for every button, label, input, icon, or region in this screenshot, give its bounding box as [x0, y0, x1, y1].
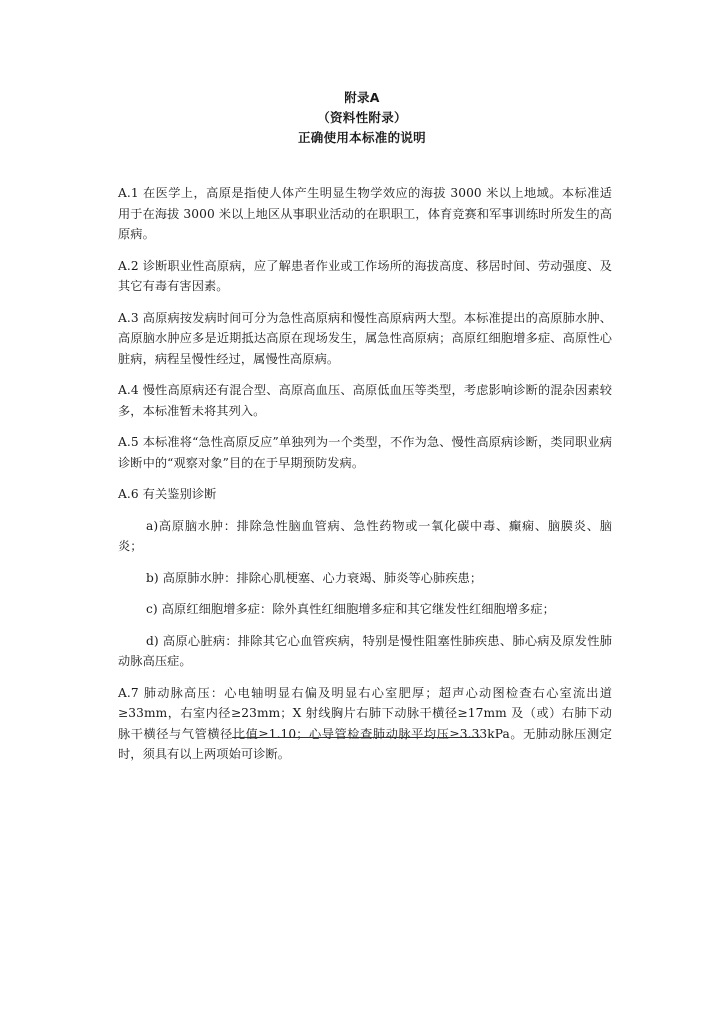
paragraph-a7: A.7 肺动脉高压：心电轴明显右偏及明显右心室肥厚；超声心动图检查右心室流出道≥33mm，右室内径≥23mm；X 射线胸片右肺下动脉干横径≥17mm 及（或）右肺下动脉干横径与气管横径比值≥1.10；心导管检查肺动脉平均压≥3.33kPa。无肺动脉压测定时，须具有以上两项始可诊断。: [118, 685, 612, 761]
paragraph-a1: A.1 在医学上，高原是指使人体产生明显生物学效应的海拔 3000 米以上地域。本标准适用于在海拔 3000 米以上地区从事职业活动的在职职工，体育竞赛和军事训练时所发生的高原病。: [118, 186, 613, 241]
title-block: [0, 88, 724, 148]
appendix-label: 附录A: [344, 90, 380, 105]
paragraph-a6-heading: A.6 有关鉴别诊断: [118, 487, 217, 501]
list-item-a6-d: d) 高原心脏病：排除其它心血管疾病，特别是慢性阻塞性肺疾患、肺心病及原发性肺动脉高压症。: [118, 633, 612, 668]
document-body: [118, 183, 612, 776]
list-item-a6-c: c) 高原红细胞增多症：除外真性红细胞增多症和其它继发性红细胞增多症；: [146, 602, 555, 616]
appendix-type: （资料性附录）: [317, 110, 407, 125]
end-divider: [232, 737, 480, 738]
list-item-a6-b: b) 高原肺水肿：排除心肌梗塞、心力衰竭、肺炎等心肺疾患；: [146, 570, 483, 585]
page-title: 正确使用本标准的说明: [297, 130, 426, 145]
paragraph-a5: A.5 本标准将“急性高原反应”单独列为一个类型，不作为急、慢性高原病诊断，类同职业病诊断中的“观察对象”目的在于早期预防发病。: [118, 435, 612, 470]
paragraph-a2: A.2 诊断职业性高原病，应了解患者作业或工作场所的海拔高度、移居时间、劳动强度、及其它有毒有害因素。: [118, 258, 612, 293]
list-item-a6-a: a)高原脑水肿：排除急性脑血管病、急性药物或一氧化碳中毒、癫痫、脑膜炎、脑炎；: [118, 518, 612, 553]
paragraph-a4: A.4 慢性高原病还有混合型、高原高血压、高原低血压等类型，考虑影响诊断的混杂因素较多，本标准暂未将其列入。: [118, 383, 612, 418]
paragraph-a3: A.3 高原病按发病时间可分为急性高原病和慢性高原病两大型。本标准提出的高原肺水肿、高原脑水肿应多是近期抵达高原在现场发生，属急性高原病；高原红细胞增多症、高原性心脏病，病程呈慢性经过，属慢性高原病。: [118, 310, 612, 366]
